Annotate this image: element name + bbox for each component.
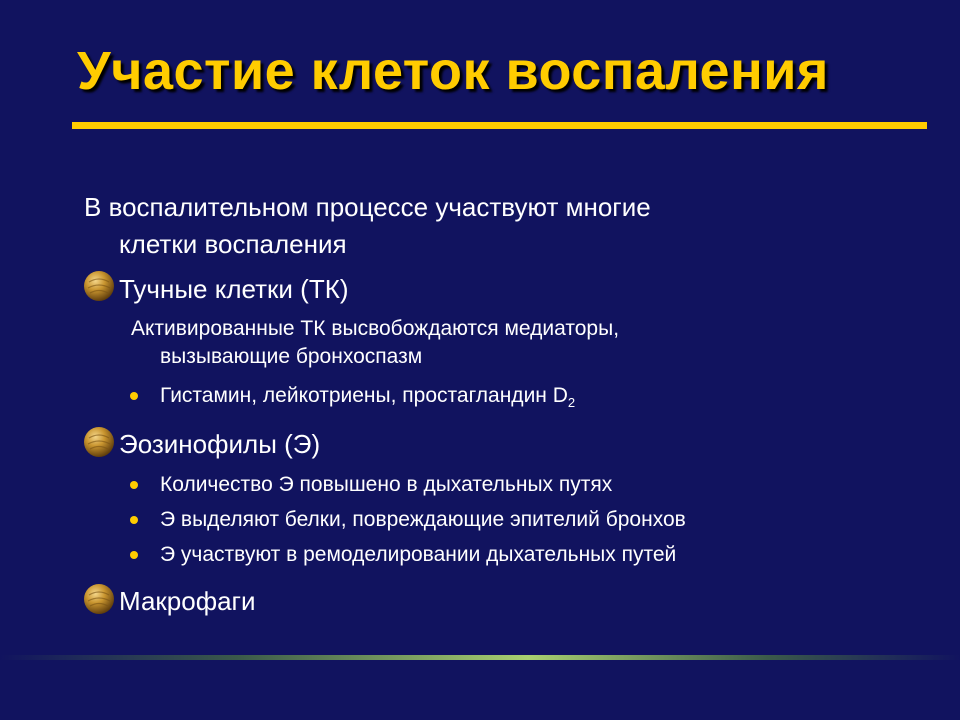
eosinophils-bullet-3: Э участвуют в ремоделировании дыхательных путей [160,543,677,566]
eosinophils-bullet-1: Количество Э повышено в дыхательных путях [160,473,613,496]
mast-cells-bullet-1 [160,382,575,417]
golden-ball-icon [83,426,115,458]
dot-bullet-icon [130,551,138,559]
intro-text-line-1: В воспалительном процессе участвуют многие [84,192,651,222]
dot-bullet-icon [130,481,138,489]
golden-ball-icon [83,583,115,615]
mast-cells-description-line-2: вызывающие бронхоспазм [160,345,423,368]
title-underline [72,122,927,129]
intro-text-line-2: клетки воспаления [119,229,347,259]
dot-bullet-icon [130,516,138,524]
section-heading-eosinophils: Эозинофилы (Э) [119,429,321,459]
footer-divider [0,655,960,660]
section-heading-mast-cells: Тучные клетки (ТК) [119,274,349,304]
mast-cells-description-line-1: Активированные ТК высвобождаются медиаторы, [131,317,620,340]
slide-title: Участие клеток воспаления [77,41,829,101]
golden-ball-icon [83,270,115,302]
dot-bullet-icon [130,392,138,400]
eosinophils-bullet-2: Э выделяют белки, повреждающие эпителий бронхов [160,508,686,531]
mast-cells-bullet-1-text: Гистамин, лейкотриены, простагландин D [160,384,568,407]
section-heading-macrophages: Макрофаги [119,586,256,616]
mast-cells-bullet-1-subscript: 2 [567,395,576,411]
